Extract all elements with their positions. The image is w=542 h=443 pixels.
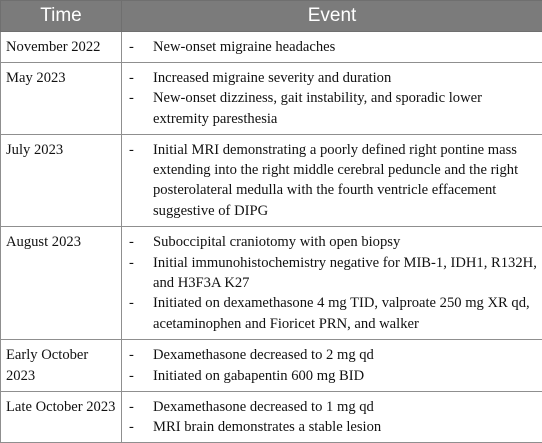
header-row <box>1 1 542 32</box>
bullet-dash: - <box>129 398 134 415</box>
event-list <box>127 345 538 386</box>
event-text: Suboccipital craniotomy with open biopsy <box>153 234 401 251</box>
table-row <box>1 32 542 63</box>
event-item <box>127 397 538 417</box>
bullet-dash: - <box>129 234 134 251</box>
event-list <box>127 68 538 129</box>
time-cell: November 2022 <box>1 32 122 63</box>
event-cell <box>122 134 542 227</box>
event-item <box>127 68 538 88</box>
event-text: Increased migraine severity and duration <box>153 69 392 86</box>
event-item <box>127 232 538 252</box>
time-column-header: Time <box>1 1 122 32</box>
event-item <box>127 88 538 129</box>
bullet-dash: - <box>129 90 134 107</box>
event-item <box>127 417 538 437</box>
bullet-dash: - <box>129 419 134 436</box>
time-cell: Late October 2023 <box>1 391 122 442</box>
event-item <box>127 345 538 365</box>
table-row <box>1 391 542 442</box>
event-cell <box>122 391 542 442</box>
bullet-dash: - <box>129 69 134 86</box>
table-row <box>1 227 542 340</box>
event-text: New-onset dizziness, gait instability, and sporadic lower extremity paresthesia <box>153 90 482 127</box>
event-item <box>127 293 538 334</box>
event-list <box>127 140 538 222</box>
table-row <box>1 134 542 227</box>
event-cell <box>122 32 542 63</box>
event-column-header: Event <box>122 1 542 32</box>
event-item <box>127 366 538 386</box>
event-list <box>127 232 538 334</box>
bullet-dash: - <box>129 254 134 271</box>
table-row <box>1 340 542 391</box>
event-text: Initiated on dexamethasone 4 mg TID, valproate 250 mg XR qd, acetaminophen and Fioricet PRN, and walker <box>153 295 530 332</box>
event-text: Dexamethasone decreased to 1 mg qd <box>153 398 374 415</box>
event-text: Dexamethasone decreased to 2 mg qd <box>153 347 374 364</box>
event-item <box>127 253 538 294</box>
event-cell <box>122 62 542 134</box>
bullet-dash: - <box>129 39 134 55</box>
event-cell <box>122 340 542 391</box>
event-text: MRI brain demonstrates a stable lesion <box>153 419 382 436</box>
event-cell <box>122 227 542 340</box>
bullet-dash: - <box>129 141 134 158</box>
event-list <box>127 397 538 438</box>
event-text: Initiated on gabapentin 600 mg BID <box>153 367 365 384</box>
event-item <box>127 37 538 57</box>
time-cell: July 2023 <box>1 134 122 227</box>
time-cell: Early October 2023 <box>1 340 122 391</box>
time-cell: August 2023 <box>1 227 122 340</box>
bullet-dash: - <box>129 295 134 312</box>
event-item <box>127 140 538 222</box>
event-text: Initial MRI demonstrating a poorly defined right pontine mass extending into the right middle cerebral peduncle and the right posterolateral medulla with the fourth ventricle effacement suggestive of DIPG <box>153 141 519 219</box>
time-cell: May 2023 <box>1 62 122 134</box>
event-text: Initial immunohistochemistry negative for MIB-1, IDH1, R132H, and H3F3A K27 <box>153 254 537 291</box>
bullet-dash: - <box>129 347 134 364</box>
bullet-dash: - <box>129 367 134 384</box>
table-row <box>1 62 542 134</box>
event-list <box>127 37 538 57</box>
event-text: New-onset migraine headaches <box>153 39 336 55</box>
